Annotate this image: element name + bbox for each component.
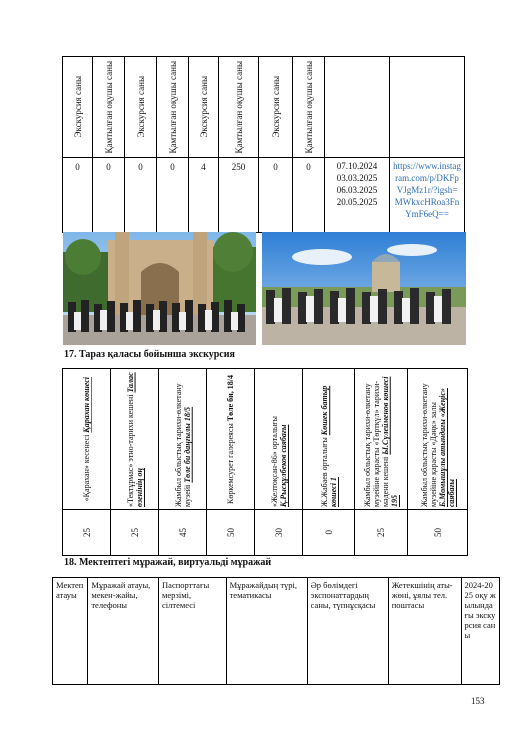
place-address: Ы.Сүлейменов көшесі 195 — [381, 376, 399, 507]
table1-header-cell: Экскурсия саны — [189, 57, 219, 158]
table3-header-row — [53, 578, 500, 685]
count-cell: 0 — [303, 510, 355, 556]
photo-karakhan-mausoleum — [63, 232, 256, 345]
place-address: Б.Момышұлы атындағы «Жеңіс» саябағы — [437, 388, 456, 507]
section-heading-18: 18. Мектептегі мұражай, виртуальді мұражай — [64, 557, 272, 568]
place-name: Ж.Жабаев орталығы — [319, 437, 329, 507]
date: 07.10.2024 — [336, 161, 378, 171]
table1-value: 0 — [293, 158, 325, 233]
table1-header-cell: Қамтылған оқушы саны — [219, 57, 259, 158]
table3-header-cell: Паспорттағы мерзімі, сілтемесі — [159, 578, 227, 685]
table1-value: 0 — [259, 158, 293, 233]
count-cell: 45 — [159, 510, 207, 556]
count-cell: 25 — [355, 510, 408, 556]
table1-value: 4 — [189, 158, 219, 233]
place-name: «Қарахан» кесенесі — [82, 434, 91, 502]
place-address: Төле би даңғылы 18/5 — [182, 406, 192, 483]
place-address: Қ.Рысқұлбеков саябағы — [278, 424, 288, 507]
excursion-count-table — [62, 56, 465, 233]
school-museum-table — [52, 577, 500, 685]
place-name: «Желтоқсан-86» орталығы — [269, 416, 279, 507]
place-name: Жамбыл облыстық тарихи-өлкетану музейі — [173, 383, 192, 507]
place-name: Жамбыл облыстық тарихи-өлкетану музейіне қарасты «Төртқүл» тарихи-мәдени кешені — [363, 380, 390, 507]
place-name: «Тектұрмас» этно-тарихи кешені — [125, 394, 135, 507]
date: 03.03.2025 — [336, 173, 378, 183]
photo-group-monument — [262, 232, 466, 345]
dates-cell — [325, 158, 390, 233]
place-address: Көшек батыр көшесі 1 — [319, 385, 338, 507]
place-cell — [408, 369, 468, 510]
date: 06.03.2025 — [336, 185, 378, 195]
page-number: 153 — [471, 696, 485, 706]
table1-header-cell: Қамтылған оқушы саны — [93, 57, 125, 158]
table1-value: 0 — [63, 158, 93, 233]
table1-header-cell: Қамтылған оқушы саны — [293, 57, 325, 158]
counts-row — [63, 510, 468, 556]
place-address: Төле би, 18/4 — [226, 374, 235, 421]
link-cell — [390, 158, 465, 233]
table1-header-cell: Экскурсия саны — [259, 57, 293, 158]
table1-value: 250 — [219, 158, 259, 233]
place-cell — [159, 369, 207, 510]
place-address: Талас өзенінің оң — [125, 372, 144, 507]
table1-header-cell: Қамтылған оқушы саны — [157, 57, 189, 158]
table3-header-cell: Мектеп атауы — [53, 578, 88, 685]
table1-value: 0 — [157, 158, 189, 233]
place-cell — [111, 369, 159, 510]
count-cell: 50 — [207, 510, 255, 556]
taraz-excursion-table — [62, 368, 468, 556]
section-heading-17: 17. Тараз қаласы бойынша экскурсия — [64, 349, 235, 360]
instagram-link[interactable]: https://www.instagram.com/p/DKFpVJgMz1r/?igsh=MWkxcHRoa3FnYmF6eQ== — [393, 161, 461, 219]
table1-value-row — [63, 158, 465, 233]
place-name: Жамбыл облыстық тарихи-өлкетану музейіне қарасты «Дәңк» залы — [419, 383, 438, 507]
place-cell — [303, 369, 355, 510]
count-cell: 25 — [63, 510, 111, 556]
table1-header-cell: Экскурсия саны — [125, 57, 157, 158]
table1-header-empty — [390, 57, 465, 158]
place-cell — [255, 369, 303, 510]
table3-header-cell: Әр бөлімдегі экспонаттардың саны, түпнұсқасы — [307, 578, 388, 685]
count-cell: 50 — [408, 510, 468, 556]
place-cell — [63, 369, 111, 510]
table1-header-row — [63, 57, 465, 158]
table3-header-cell: 2024-2025 оқу жылында ғы экскурсия саны — [461, 578, 499, 685]
count-cell: 25 — [111, 510, 159, 556]
table1-header-empty — [325, 57, 390, 158]
places-row — [63, 369, 468, 510]
date: 20.05.2025 — [336, 197, 378, 207]
table3-header-cell: Мұражайдың түрі, тематикасы — [226, 578, 307, 685]
place-cell — [207, 369, 255, 510]
table1-value: 0 — [125, 158, 157, 233]
table3-header-cell: Мұражай атауы, мекен-жайы, телефоны — [88, 578, 159, 685]
place-name: Көркемсурет галереясы — [226, 422, 235, 504]
table1-value: 0 — [93, 158, 125, 233]
count-cell: 30 — [255, 510, 303, 556]
table3-header-cell: Жетекшінің аты-жөні, ұялы тел. поштасы — [388, 578, 461, 685]
place-address: Қарахан көшесі — [82, 376, 91, 433]
table1-header-cell: Экскурсия саны — [63, 57, 93, 158]
place-cell — [355, 369, 408, 510]
